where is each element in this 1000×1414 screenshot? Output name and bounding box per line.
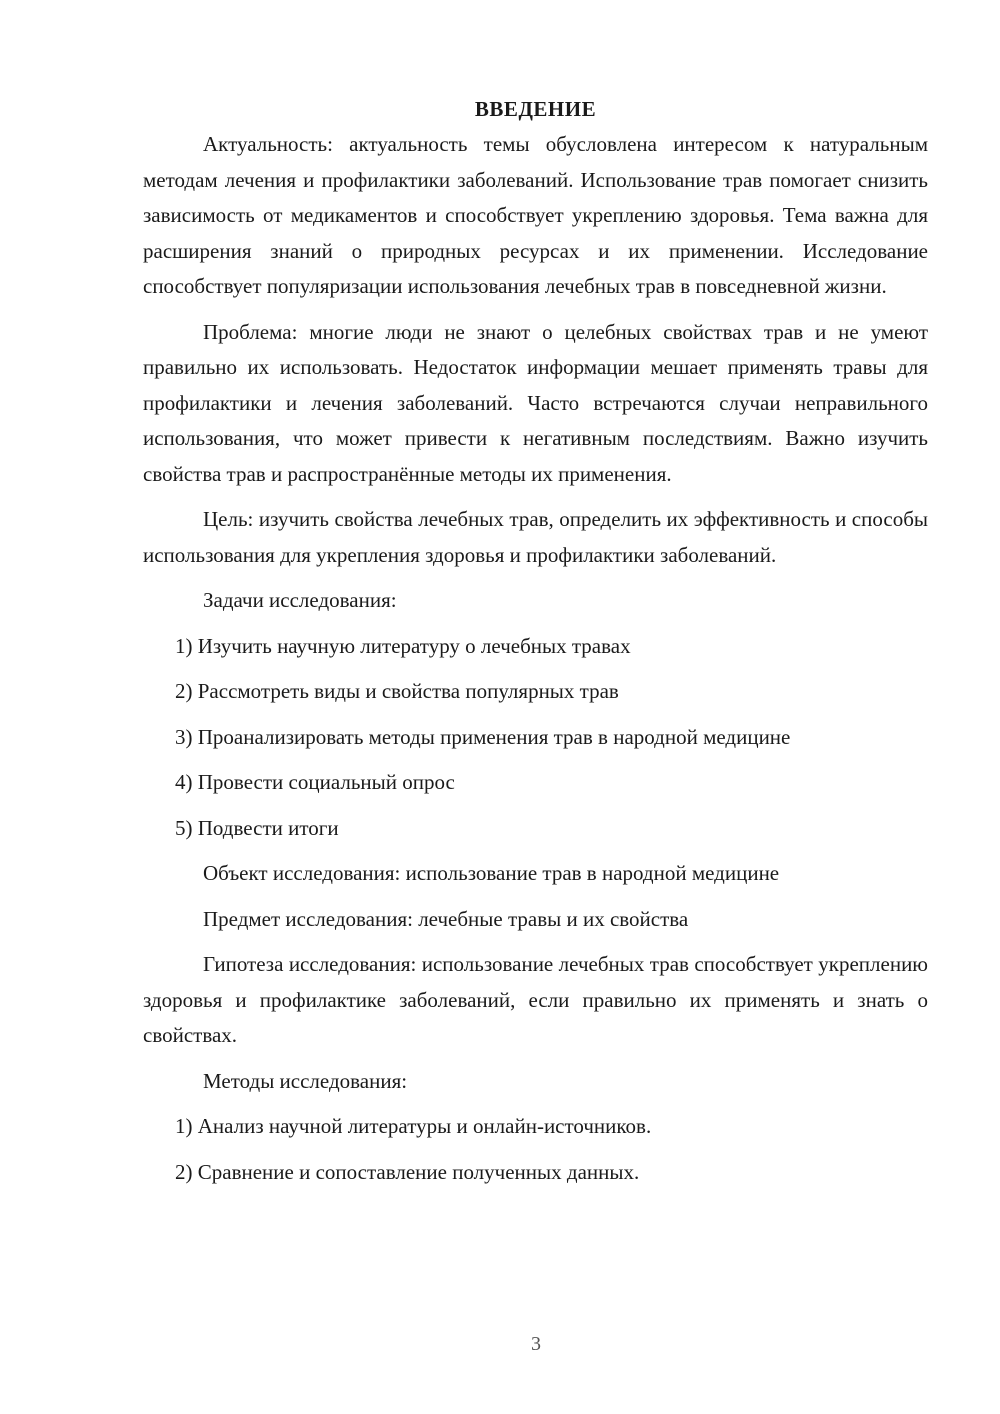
task-item: 3) Проанализировать методы применения трав в народной медицине [175, 724, 791, 749]
problem-paragraph: Проблема: многие люди не знают о целебных свойствах трав и не умеют правильно их использовать. Недостаток информации мешает применять травы для профилактики и лечения заболеваний. Часто встречаются случаи неправильного использования, что может привести к негативным последствиям. Важно изучить свойства трав и распространённые методы их применения. [143, 319, 928, 486]
document-page [143, 92, 928, 1190]
method-item: 2) Сравнение и сопоставление полученных данных. [175, 1159, 640, 1184]
hypothesis-paragraph: Гипотеза исследования: использование лечебных трав способствует укреплению здоровья и профилактике заболеваний, если правильно их применять и знать о свойствах. [143, 952, 928, 1047]
task-item: 2) Рассмотреть виды и свойства популярных трав [175, 679, 619, 703]
subject-line: Предмет исследования: лечебные травы и их свойства [203, 906, 689, 931]
page-number: 3 [531, 1333, 541, 1355]
actuality-paragraph: Актуальность: актуальность темы обусловлена интересом к натуральным методам лечения и профилактики заболеваний. Использование трав помогает снизить зависимость от медикаментов и способствует укреплению здоровья. Тема важна для расширения знаний о природных ресурсах и их применении. Исследование способствует популяризации использования лечебных трав в повседневной жизни. [143, 132, 928, 298]
task-item: 1) Изучить научную литературу о лечебных травах [175, 633, 631, 658]
object-line: Объект исследования: использование трав в народной медицине [203, 861, 780, 885]
task-item: 4) Провести социальный опрос [175, 770, 455, 794]
task-item: 5) Подвести итоги [175, 815, 339, 840]
tasks-heading: Задачи исследования: [203, 588, 397, 612]
page-title: ВВЕДЕНИЕ [474, 97, 597, 121]
method-item: 1) Анализ научной литературы и онлайн-источников. [175, 1114, 652, 1138]
methods-heading: Методы исследования: [203, 1068, 408, 1093]
goal-paragraph: Цель: изучить свойства лечебных трав, определить их эффективность и способы использования для укрепления здоровья и профилактики заболеваний. [143, 507, 928, 567]
